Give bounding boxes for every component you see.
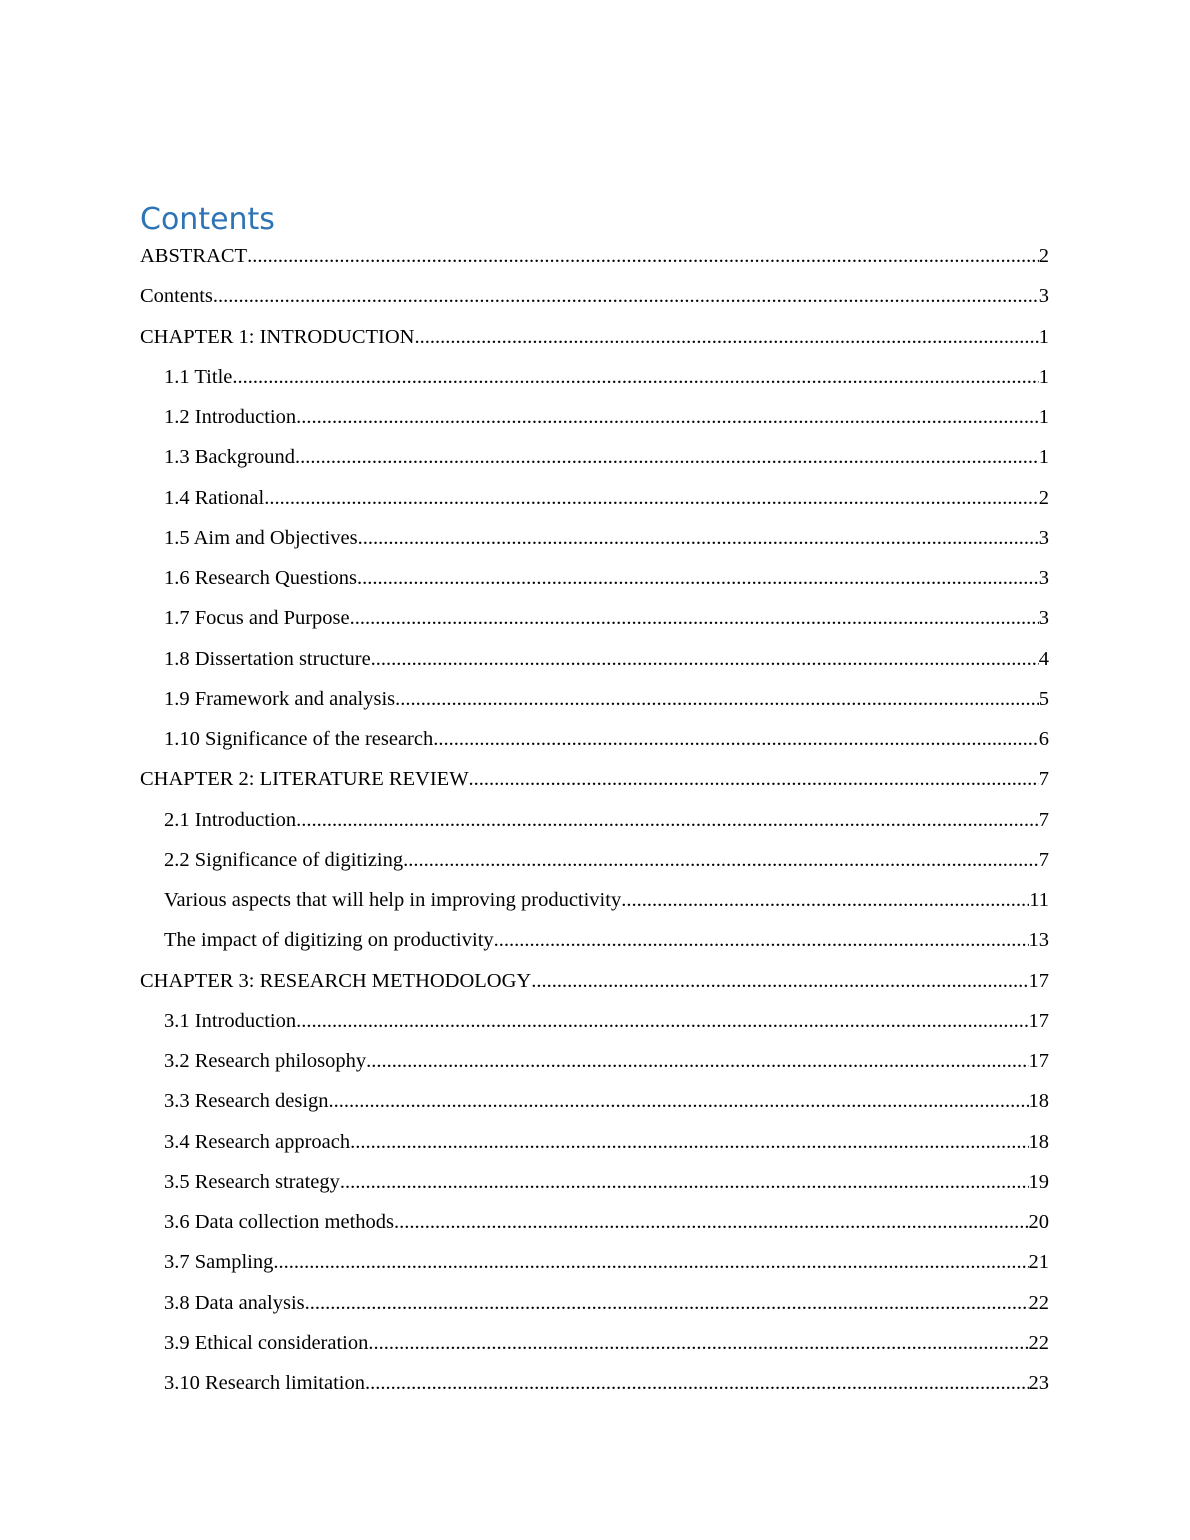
toc-dot-leader — [433, 719, 1039, 759]
toc-entry-label: 3.4 Research approach — [164, 1130, 351, 1153]
toc-entry[interactable] — [140, 1001, 1049, 1041]
toc-dot-leader — [340, 1162, 1029, 1202]
toc-entry[interactable] — [140, 679, 1049, 719]
toc-entry-label: 3.10 Research limitation — [164, 1372, 365, 1394]
toc-entry[interactable] — [140, 397, 1049, 437]
toc-dot-leader — [621, 880, 1029, 920]
toc-entry-label: 1.10 Significance of the research — [164, 728, 434, 750]
toc-entry[interactable] — [140, 317, 1049, 357]
toc-dot-leader — [365, 1363, 1029, 1403]
toc-entry-label: ABSTRACT — [140, 245, 248, 267]
toc-dot-leader — [350, 598, 1039, 638]
toc-entry-page-number: 2 — [1038, 245, 1049, 267]
toc-dot-leader — [357, 558, 1039, 598]
toc-entry-page-number: 22 — [1028, 1291, 1049, 1314]
toc-entry-page-number: 5 — [1038, 687, 1049, 710]
toc-entry-label: 3.6 Data collection methods — [164, 1211, 394, 1233]
toc-entry[interactable] — [140, 961, 1049, 1001]
toc-dot-leader — [394, 1202, 1029, 1242]
toc-entry[interactable] — [140, 1162, 1049, 1202]
toc-entry-page-number: 1 — [1038, 406, 1049, 428]
toc-entry-label: Various aspects that will help in improving productivity — [164, 889, 622, 911]
toc-entry[interactable] — [140, 840, 1049, 880]
toc-entry-label: 3.3 Research design — [164, 1090, 329, 1113]
toc-entry-label: 1.9 Framework and analysis — [164, 687, 396, 710]
toc-entry-label: 1.8 Dissertation structure — [164, 647, 371, 670]
toc-entry-page-number: 22 — [1028, 1331, 1049, 1354]
toc-entry-page-number: 18 — [1028, 1090, 1049, 1113]
toc-entry-page-number: 1 — [1038, 365, 1049, 388]
toc-entry-page-number: 7 — [1038, 848, 1049, 871]
toc-entry-page-number: 13 — [1028, 929, 1049, 952]
toc-entry-page-number: 4 — [1038, 647, 1049, 670]
toc-entry[interactable] — [140, 920, 1049, 960]
toc-entry[interactable] — [140, 357, 1049, 397]
toc-entry[interactable] — [140, 759, 1049, 799]
toc-entry-page-number: 3 — [1038, 607, 1049, 630]
toc-entry-page-number: 2 — [1038, 486, 1049, 509]
toc-dot-leader — [296, 397, 1039, 437]
toc-entry-page-number: 19 — [1028, 1170, 1049, 1193]
toc-entry-page-number: 20 — [1028, 1211, 1049, 1233]
toc-entry-label: 1.1 Title — [164, 365, 233, 388]
toc-entry[interactable] — [140, 1363, 1049, 1403]
toc-entry[interactable] — [140, 880, 1049, 920]
toc-entry-page-number: 17 — [1028, 1050, 1049, 1072]
toc-entry[interactable] — [140, 518, 1049, 558]
toc-entry[interactable] — [140, 1081, 1049, 1121]
toc-entry[interactable] — [140, 639, 1049, 679]
toc-entry-label: CHAPTER 2: LITERATURE REVIEW — [140, 768, 469, 791]
toc-entry[interactable] — [140, 719, 1049, 759]
toc-entry[interactable] — [140, 1122, 1049, 1162]
toc-dot-leader — [531, 961, 1028, 1001]
toc-entry-page-number: 3 — [1038, 567, 1049, 589]
toc-entry-label: 2.1 Introduction — [164, 808, 297, 831]
toc-entry[interactable] — [140, 1041, 1049, 1081]
toc-entry-page-number: 23 — [1028, 1372, 1049, 1394]
toc-dot-leader — [329, 1081, 1029, 1121]
toc-dot-leader — [350, 1122, 1028, 1162]
toc-dot-leader — [368, 1323, 1028, 1363]
toc-entry[interactable] — [140, 1242, 1049, 1282]
toc-entry-page-number: 1 — [1038, 446, 1049, 469]
toc-dot-leader — [232, 357, 1038, 397]
toc-entry-label: CHAPTER 1: INTRODUCTION — [140, 325, 415, 348]
toc-entry-label: Contents — [140, 285, 213, 308]
toc-dot-leader — [296, 1001, 1028, 1041]
toc-entry-label: 3.2 Research philosophy — [164, 1050, 367, 1072]
toc-entry-page-number: 3 — [1038, 526, 1049, 549]
toc-dot-leader — [296, 800, 1039, 840]
toc-entry[interactable] — [140, 1323, 1049, 1363]
toc-entry[interactable] — [140, 437, 1049, 477]
toc-entry-label: 1.3 Background — [164, 446, 295, 469]
toc-entry-page-number: 11 — [1029, 889, 1049, 911]
toc-dot-leader — [371, 639, 1039, 679]
toc-entry-label: 3.7 Sampling — [164, 1251, 274, 1274]
toc-entry-page-number: 17 — [1028, 969, 1049, 992]
toc-entry-label: 1.4 Rational — [164, 486, 265, 509]
toc-entry-label: 2.2 Significance of digitizing — [164, 848, 404, 871]
toc-entry[interactable] — [140, 1283, 1049, 1323]
toc-entry-page-number: 7 — [1038, 808, 1049, 831]
toc-entry-page-number: 17 — [1028, 1009, 1049, 1032]
toc-entry[interactable] — [140, 558, 1049, 598]
toc-dot-leader — [414, 317, 1038, 357]
toc-dot-leader — [295, 437, 1039, 477]
toc-entry[interactable] — [140, 236, 1049, 276]
toc-entry-label: 3.9 Ethical consideration — [164, 1331, 369, 1354]
toc-dot-leader — [494, 920, 1029, 960]
toc-entry-label: CHAPTER 3: RESEARCH METHODOLOGY — [140, 969, 532, 992]
table-of-contents — [140, 236, 1049, 1403]
toc-entry[interactable] — [140, 276, 1049, 316]
toc-dot-leader — [403, 840, 1039, 880]
toc-dot-leader — [305, 1283, 1029, 1323]
toc-dot-leader — [247, 236, 1039, 276]
toc-dot-leader — [469, 759, 1039, 799]
toc-entry-page-number: 1 — [1038, 325, 1049, 348]
toc-dot-leader — [264, 478, 1039, 518]
toc-heading: Contents — [140, 202, 275, 237]
toc-entry[interactable] — [140, 1202, 1049, 1242]
toc-dot-leader — [273, 1242, 1028, 1282]
toc-entry[interactable] — [140, 478, 1049, 518]
toc-entry-page-number: 18 — [1028, 1130, 1049, 1153]
toc-entry-label: 3.5 Research strategy — [164, 1170, 340, 1193]
toc-entry-page-number: 21 — [1028, 1251, 1049, 1274]
toc-dot-leader — [213, 276, 1039, 316]
toc-entry-label: 1.5 Aim and Objectives — [164, 526, 358, 549]
toc-entry-label: 3.8 Data analysis — [164, 1291, 305, 1314]
toc-entry-label: 1.2 Introduction — [164, 406, 297, 428]
toc-dot-leader — [395, 679, 1039, 719]
toc-dot-leader — [366, 1041, 1028, 1081]
toc-entry-label: 3.1 Introduction — [164, 1009, 297, 1032]
toc-entry-page-number: 3 — [1038, 285, 1049, 308]
toc-dot-leader — [358, 518, 1039, 558]
toc-entry-page-number: 6 — [1038, 728, 1049, 750]
toc-entry[interactable] — [140, 800, 1049, 840]
toc-entry-label: The impact of digitizing on productivity — [164, 929, 494, 952]
toc-entry-page-number: 7 — [1038, 768, 1049, 791]
toc-entry[interactable] — [140, 598, 1049, 638]
toc-entry-label: 1.7 Focus and Purpose — [164, 607, 350, 630]
toc-entry-label: 1.6 Research Questions — [164, 567, 357, 589]
